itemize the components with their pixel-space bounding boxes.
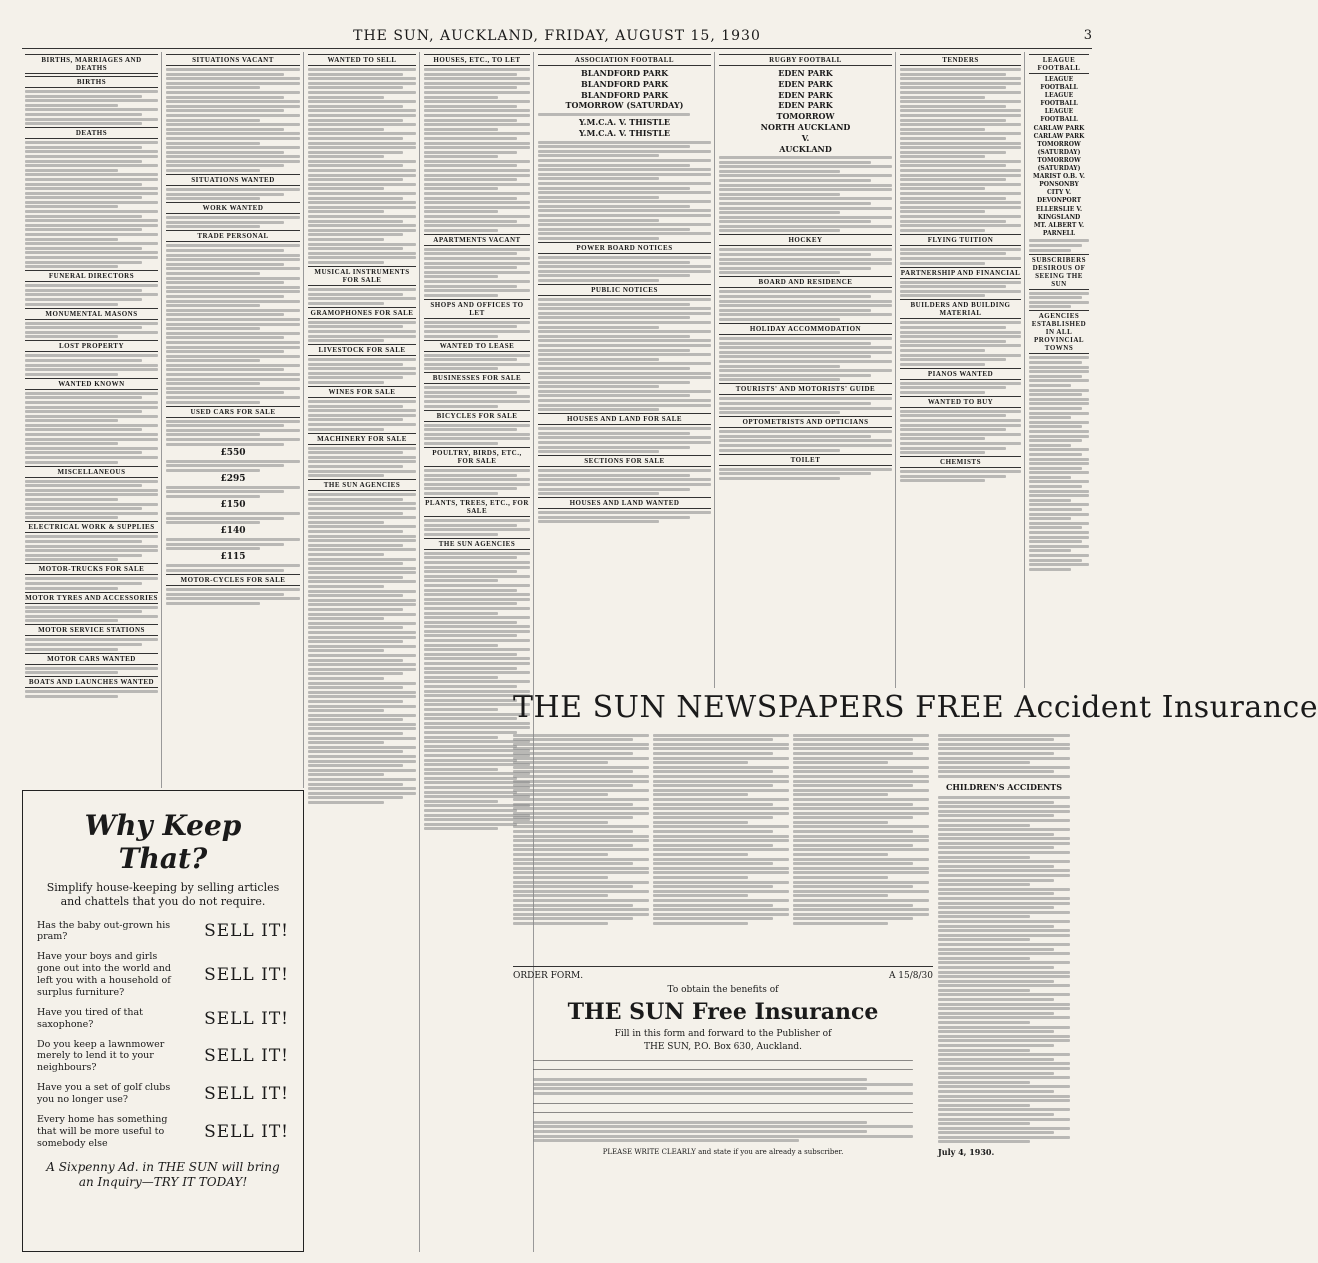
column-7: [897, 52, 1025, 688]
ad-sell-it: SELL IT!: [204, 1046, 289, 1067]
ad-question: Have you a set of golf clubs you no longer use?: [37, 1082, 171, 1106]
heading: BUSINESSES FOR SALE: [424, 372, 530, 384]
football-line: LEAGUE FOOTBALL: [1040, 76, 1078, 92]
ad-row: [37, 920, 289, 944]
column-8: [1026, 52, 1092, 688]
football-line: BLANDFORD PARK: [580, 68, 669, 78]
heading: BIRTHS, MARRIAGES AND DEATHS: [25, 54, 158, 74]
column-5: [535, 52, 715, 688]
price: £550: [220, 447, 246, 458]
football-line: TOMORROW (SATURDAY): [1037, 156, 1081, 173]
ad-question: Every home has something that will be more useful to somebody else: [37, 1113, 168, 1149]
ad-sell-it: SELL IT!: [204, 965, 289, 986]
column-6: [716, 52, 896, 688]
football-line: BLANDFORD PARK: [580, 78, 669, 89]
football-line: CITY V. DEVONPORT: [1036, 189, 1082, 205]
ad-question: Has the baby out-grown his pram?: [37, 919, 171, 943]
page-number: 3: [1083, 28, 1092, 43]
masthead: [22, 28, 1092, 49]
football-line: TOMORROW: [776, 111, 835, 122]
heading: HOCKEY: [719, 234, 892, 246]
heading: LOST PROPERTY: [25, 340, 158, 352]
football-line: AUCKLAND: [779, 143, 832, 154]
heading: THE SUN AGENCIES: [424, 538, 530, 550]
heading: PARTNERSHIP AND FINANCIAL: [900, 268, 1021, 277]
football-line: MARIST O.B. V. PONSONBY: [1033, 173, 1085, 189]
column-1: [22, 52, 162, 788]
heading: OPTOMETRISTS AND OPTICIANS: [719, 416, 892, 428]
insurance-right-column: [934, 732, 1070, 1200]
heading: WANTED TO BUY: [900, 396, 1021, 408]
football-line: TOMORROW (SATURDAY): [1037, 140, 1081, 156]
heading: USED CARS FOR SALE: [166, 406, 300, 418]
heading: MACHINERY FOR SALE: [308, 433, 416, 445]
heading: TRADE PERSONAL: [166, 230, 300, 242]
heading: SUBSCRIBERS DESIROUS OF SEEING THE SUN: [1029, 254, 1089, 290]
ad-row: [37, 1007, 289, 1031]
football-line: MT. ALBERT V. PARNELL: [1033, 221, 1085, 237]
why-keep-that-ad: [22, 790, 304, 1252]
football-line: TOMORROW (SATURDAY): [565, 100, 684, 111]
ad-sell-it: SELL IT!: [204, 1008, 289, 1029]
heading: AGENCIES ESTABLISHED IN ALL PROVINCIAL TOWNS: [1029, 310, 1089, 354]
heading: POWER BOARD NOTICES: [538, 242, 711, 254]
order-form: [513, 966, 933, 1196]
heading: BUILDERS AND BUILDING MATERIAL: [900, 299, 1021, 319]
heading: MONUMENTAL MASONS: [25, 308, 158, 320]
order-form-label: ORDER FORM.: [513, 971, 584, 981]
heading: MOTOR SERVICE STATIONS: [25, 624, 158, 636]
price: £140: [220, 526, 246, 537]
heading: ELECTRICAL WORK & SUPPLIES: [25, 521, 158, 533]
heading: BOARD AND RESIDENCE: [719, 276, 892, 288]
football-line: LEAGUE FOOTBALL: [1040, 108, 1078, 124]
heading: GRAMOPHONES FOR SALE: [308, 307, 416, 319]
heading: ASSOCIATION FOOTBALL: [538, 54, 711, 66]
heading: MOTOR TYRES AND ACCESSORIES: [25, 593, 158, 602]
heading: WANTED KNOWN: [25, 378, 158, 390]
order-form-address: THE SUN, P.O. Box 630, Auckland.: [643, 1042, 803, 1052]
heading: SECTIONS FOR SALE: [538, 455, 711, 467]
ad-sell-it: SELL IT!: [204, 1084, 289, 1105]
football-line: CARLAW PARK: [1033, 124, 1085, 132]
masthead-title: THE SUN, AUCKLAND, FRIDAY, AUGUST 15, 1930: [353, 28, 761, 44]
football-line: EDEN PARK: [778, 100, 833, 111]
heading: TOILET: [719, 454, 892, 466]
heading: BICYCLES FOR SALE: [424, 410, 530, 422]
football-line: NORTH AUCKLAND: [760, 121, 851, 132]
heading: WANTED TO SELL: [308, 54, 416, 66]
heading: HOUSES AND LAND WANTED: [538, 497, 711, 509]
free-insurance-banner: THE SUN NEWSPAPERS FREE Accident Insurance: [513, 690, 1318, 725]
heading: POULTRY, BIRDS, ETC., FOR SALE: [424, 447, 530, 467]
heading: FLYING TUITION: [900, 234, 1021, 246]
heading: THE SUN AGENCIES: [308, 479, 416, 491]
heading: MISCELLANEOUS: [25, 466, 158, 478]
column-3: [305, 52, 420, 1252]
order-form-headline: THE SUN Free Insurance: [567, 999, 879, 1025]
column-2: [163, 52, 304, 788]
heading: PLANTS, TREES, ETC., FOR SALE: [425, 499, 529, 515]
heading: HOLIDAY ACCOMMODATION: [719, 323, 892, 335]
football-line: EDEN PARK: [778, 68, 833, 78]
football-line: EDEN PARK: [778, 78, 833, 89]
ad-row: [37, 1114, 289, 1150]
heading: TENDERS: [900, 54, 1021, 66]
order-form-ref: A 15/8/30: [888, 971, 933, 981]
heading: LEAGUE FOOTBALL: [1029, 54, 1089, 74]
heading: BOATS AND LAUNCHES WANTED: [25, 676, 158, 688]
heading: SITUATIONS WANTED: [166, 174, 300, 186]
heading: MUSICAL INSTRUMENTS FOR SALE: [308, 266, 416, 286]
heading: DEATHS: [25, 127, 158, 139]
price: £150: [220, 499, 246, 510]
ad-footer: A Sixpenny Ad. in THE SUN will bring an Inquiry—TRY IT TODAY!: [46, 1159, 280, 1190]
heading: MOTOR-CYCLES FOR SALE: [166, 574, 300, 586]
order-form-footer: PLEASE WRITE CLEARLY and state if you are already a subscriber.: [602, 1148, 844, 1157]
price: £115: [220, 552, 246, 563]
heading: HOUSES, ETC., TO LET: [424, 54, 530, 66]
order-form-fill: Fill in this form and forward to the Publisher of: [614, 1029, 832, 1039]
heading: TOURISTS' AND MOTORISTS' GUIDE: [719, 383, 892, 395]
heading: SHOPS AND OFFICES TO LET: [424, 299, 530, 319]
football-line: ELLERSLIE V. KINGSLAND: [1035, 205, 1083, 221]
ad-row: [37, 951, 289, 999]
heading: HOUSES AND LAND FOR SALE: [538, 413, 711, 425]
heading: WINES FOR SALE: [308, 386, 416, 398]
heading: CHEMISTS: [900, 456, 1021, 468]
ad-subtitle: Simplify house-keeping by selling articles and chattels that you do not require.: [46, 881, 280, 909]
ad-question: Have you tired of that saxophone?: [37, 1006, 143, 1030]
heading: LIVESTOCK FOR SALE: [308, 344, 416, 356]
ad-title: Why Keep That?: [84, 809, 242, 875]
date-line: July 4, 1930.: [938, 1147, 995, 1158]
order-form-to-obtain: To obtain the benefits of: [667, 985, 779, 995]
football-line: EDEN PARK: [778, 89, 833, 100]
football-line: Y.M.C.A. V. THISTLE: [579, 128, 670, 139]
heading: FUNERAL DIRECTORS: [25, 270, 158, 282]
heading: APARTMENTS VACANT: [424, 234, 530, 246]
football-line: BLANDFORD PARK: [580, 89, 669, 100]
heading: WORK WANTED: [166, 202, 300, 214]
ad-sell-it: SELL IT!: [204, 1121, 289, 1142]
ad-row: [37, 1039, 289, 1075]
heading: MOTOR CARS WANTED: [25, 653, 158, 665]
ad-sell-it: SELL IT!: [204, 921, 289, 942]
football-line: Y.M.C.A. V. THISTLE: [579, 117, 670, 128]
heading: RUGBY FOOTBALL: [719, 54, 892, 66]
football-line: LEAGUE FOOTBALL: [1040, 92, 1078, 108]
price: £295: [220, 473, 246, 484]
heading: SITUATIONS VACANT: [166, 54, 300, 66]
heading: BIRTHS: [25, 76, 158, 88]
ad-question: Have your boys and girls gone out into the world and left you with a household of surplus furniture?: [37, 951, 171, 998]
ad-question: Do you keep a lawnmower merely to lend it to your neighbours?: [37, 1038, 165, 1074]
children-accidents-heading: CHILDREN'S ACCIDENTS: [945, 781, 1063, 792]
football-line: V.: [801, 132, 810, 143]
ad-row: [37, 1082, 289, 1106]
heading: PUBLIC NOTICES: [538, 284, 711, 296]
heading: PIANOS WANTED: [900, 368, 1021, 380]
football-line: CARLAW PARK: [1033, 132, 1085, 140]
heading: WANTED TO LEASE: [424, 340, 530, 352]
heading: MOTOR-TRUCKS FOR SALE: [25, 563, 158, 575]
